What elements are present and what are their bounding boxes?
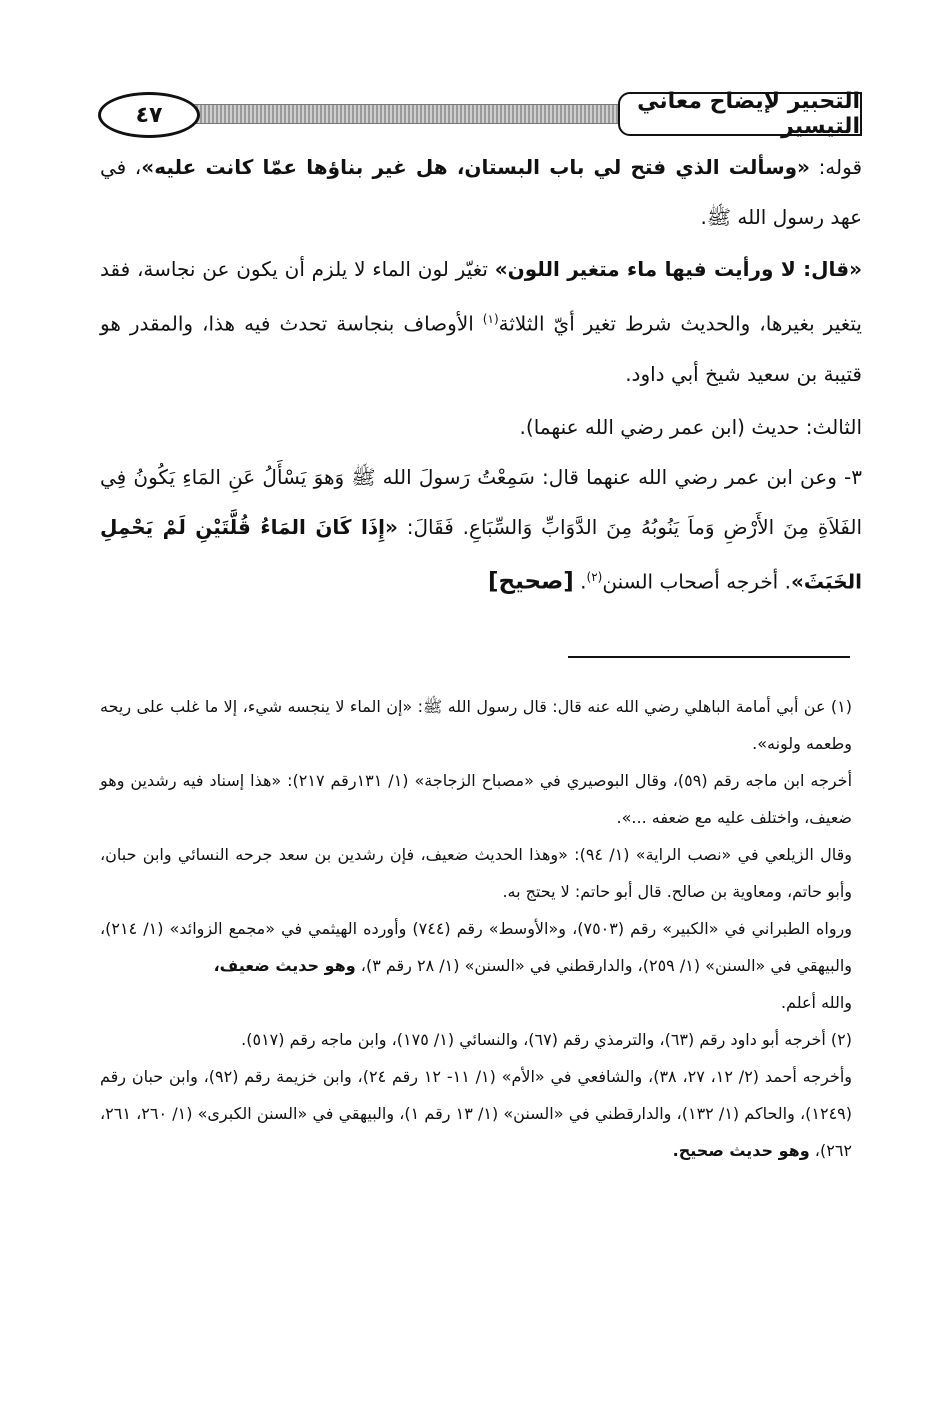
footnote-2-a: (٢) أخرجه أبو داود رقم (٦٣)، والترمذي رقم (٦٧)، والنسائي (١/ ١٧٥)، وابن ماجه رقم (٥١٧). — [241, 1030, 852, 1049]
footnote-1-e: والله أعلم. — [780, 993, 852, 1012]
paragraph-4 — [100, 452, 862, 607]
p4-sep: . — [573, 569, 587, 594]
footnote-1-a: (١) عن أبي أمامة الباهلي رضي الله عنه قال: قال رسول الله ﷺ: «إن الماء لا ينجسه شيء، إلا ما غلب على ريحه وطعمه ولونه». — [100, 697, 852, 753]
footnotes — [100, 688, 852, 1169]
header-decorative-band — [168, 104, 662, 124]
paragraph-2 — [100, 244, 862, 399]
grade-label: [صحيح] — [488, 568, 574, 595]
footnote-ref-1: (١) — [482, 312, 499, 326]
book-title: التحبير لإيضاح معاني التيسير — [618, 92, 862, 136]
page-number: ٤٧ — [98, 92, 200, 138]
section-heading: الثالث: حديث (ابن عمر رضي الله عنهما). — [519, 415, 862, 439]
p1-quote: «وسألت الذي فتح لي باب البستان، هل غير بناؤها عمّا كانت عليه» — [141, 155, 810, 179]
footnote-1-b: أخرجه ابن ماجه رقم (٥٩)، وقال البوصيري في «مصباح الزجاجة» (١/ ١٣١رقم ٢١٧): «هذا إسناد فيه رشدين وهو ضعيف، واختلف عليه مع ضعفه ...». — [100, 771, 853, 827]
footnote-1-d — [100, 910, 852, 984]
footnote-2-b-text: وأخرجه أحمد (٢/ ١٢، ٢٧، ٣٨)، والشافعي في «الأم» (١/ ١١- ١٢ رقم ٢٤)، وابن خزيمة رقم (٩٢)، وابن حبان رقم (١٢٤٩)، والحاكم (١/ ١٣٢)، والدارقطني في «السنن» (١/ ١٣ رقم ١)، والبيهقي في «السنن الكبرى» (١/ ٢٦٠، ٢٦١، ٢٦٢)، — [100, 1067, 853, 1160]
footnote-2-b — [100, 1058, 852, 1169]
p2-rest: الأوصاف بنجاسة تحدث فيه هذا، والمقدر هو قتيبة بن سعيد شيخ أبي داود. — [100, 311, 862, 386]
footnote-separator — [568, 656, 850, 658]
page-header — [98, 89, 862, 139]
footnote-1-d-grade: وهو حديث ضعيف، — [213, 956, 356, 975]
p2-quote: «قال: لا ورأيت فيها ماء متغير اللون» — [494, 257, 862, 281]
p1-rest: ، في عهد رسول الله ﷺ. — [100, 155, 862, 229]
p2-text: تغيّر لون الماء لا يلزم أن يكون عن نجاسة، فقد يتغير بغيرها، والحديث شرط تغير أيّ الثلاثة — [100, 257, 863, 336]
footnote-ref-2: (٢) — [586, 570, 603, 584]
p1-intro: قوله: — [809, 155, 863, 179]
paragraph-3 — [100, 402, 862, 452]
paragraph-1 — [100, 142, 862, 242]
footnote-2-b-grade: وهو حديث صحيح. — [672, 1141, 810, 1160]
footnote-1-d-text: ورواه الطبراني في «الكبير» رقم (٧٥٠٣)، و«الأوسط» رقم (٧٤٤) وأورده الهيثمي في «مجمع الزوائد» (١/ ٢١٤)، والبيهقي في «السنن» (١/ ٢٥٩)، والدارقطني في «السنن» (١/ ٢٨ رقم ٣)، — [100, 919, 853, 975]
hadith-quote: «إِذَا كَانَ المَاءُ قُلَّتَيْنِ لَمْ يَحْمِلِ الخَبَثَ» — [100, 515, 862, 594]
footnote-1-c: وقال الزيلعي في «نصب الراية» (١/ ٩٤): «وهذا الحديث ضعيف، فإن رشدين بن سعد جرحه النسائي وابن حبان، وأبو حاتم، ومعاوية بن صالح. قال أبو حاتم: لا يحتج به. — [100, 845, 853, 901]
p4-source: . أخرجه أصحاب السنن — [602, 569, 791, 594]
hadith-text: ٣- وعن ابن عمر رضي الله عنهما قال: سَمِعْتُ رَسولَ الله ﷺ وَهوَ يَسْأَلُ عَنِ المَاءِ يَكُونُ فِي الفَلاَةِ مِنَ الأَرْضِ وَماَ يَنُوبُهُ مِنَ الدَّوَابِّ وَالسِّبَاعِ. فَقَالَ: — [100, 465, 863, 539]
